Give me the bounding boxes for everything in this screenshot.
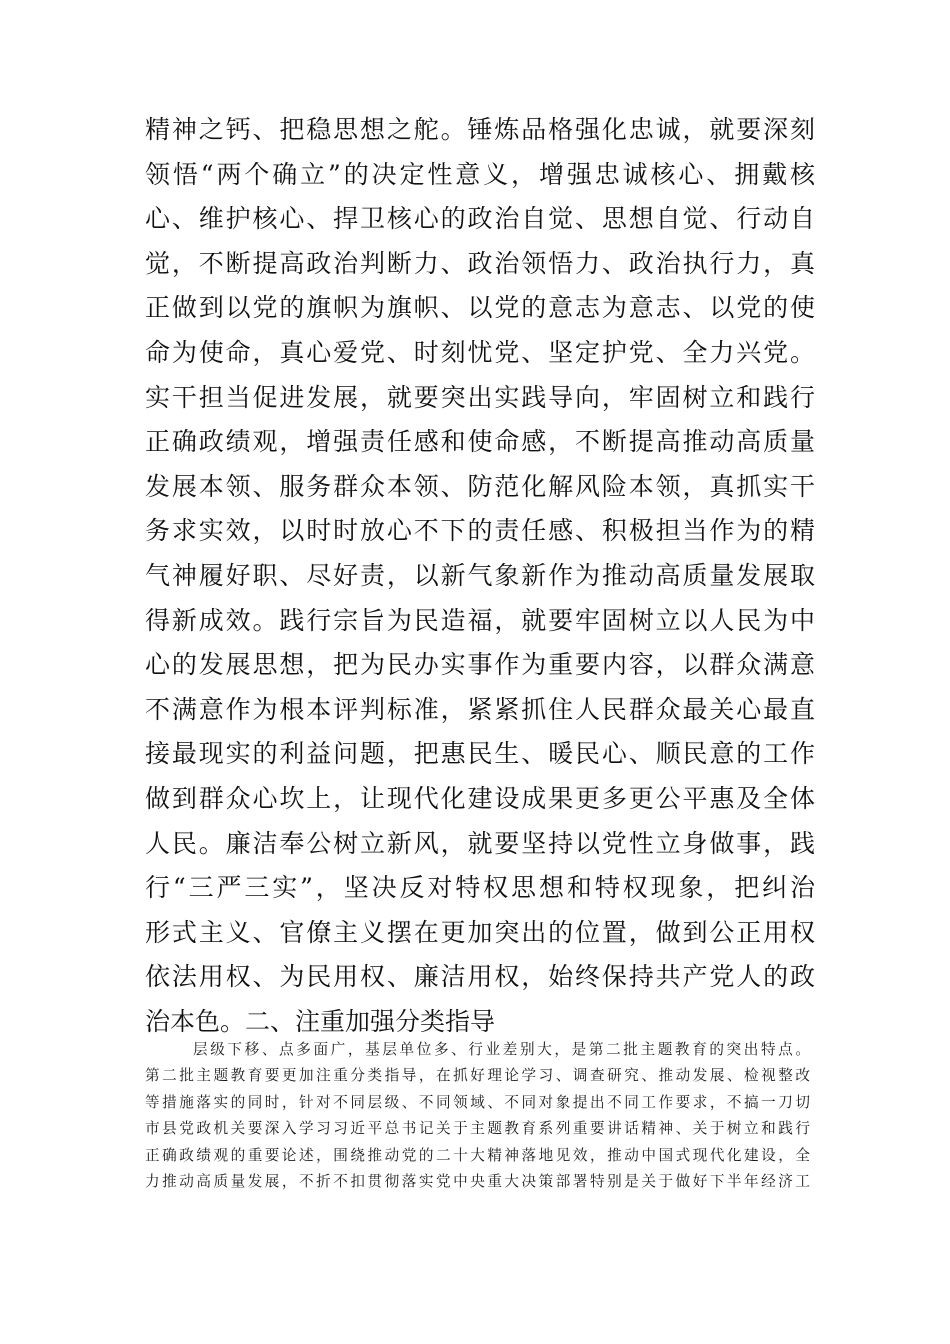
text-line: 市县党政机关要深入学习习近平总书记关于主题教育系列重要讲话精神、关于树立和践行 bbox=[145, 1120, 810, 1138]
text-line: 第二批主题教育要更加注重分类指导，在抓好理论学习、调查研究、推动发展、检视整改 bbox=[145, 1067, 810, 1085]
text-line: 正确政绩观的重要论述，围绕推动党的二十大精神落地见效，推动中国式现代化建设，全 bbox=[145, 1146, 810, 1164]
text-line: 正确政绩观，增强责任感和使命感，不断提高推动高质量 bbox=[145, 427, 815, 457]
text-line: 精神之钙、把稳思想之舵。锤炼品格强化忠诚，就要深刻 bbox=[145, 115, 815, 144]
text-line: 正做到以党的旗帜为旗帜、以党的意志为意志、以党的使 bbox=[145, 293, 815, 323]
text-line: 力推动高质量发展，不折不扣贯彻落实党中央重大决策部署特别是关于做好下半年经济工 bbox=[145, 1172, 810, 1190]
text-line: 心、维护核心、捍卫核心的政治自觉、思想自觉、行动自 bbox=[145, 204, 815, 234]
text-line: 人民。廉洁奉公树立新风，就要坚持以党性立身做事，践 bbox=[145, 828, 815, 858]
text-line: 做到群众心坎上，让现代化建设成果更多更公平惠及全体 bbox=[145, 783, 815, 813]
text-line: 等措施落实的同时，针对不同层级、不同领域、不同对象提出不同工作要求，不搞一刀切 bbox=[145, 1093, 810, 1111]
text-line: 命为使命，真心爱党、时刻忧党、坚定护党、全力兴党。 bbox=[145, 337, 815, 367]
main-paragraph bbox=[145, 108, 815, 1044]
text-line: 心的发展思想，把为民办实事作为重要内容，以群众满意 bbox=[145, 650, 815, 680]
text-line: 觉，不断提高政治判断力、政治领悟力、政治执行力，真 bbox=[145, 248, 815, 278]
text-line: 发展本领、服务群众本领、防范化解风险本领，真抓实干 bbox=[145, 471, 815, 501]
text-line: 行“三严三实”，坚决反对特权思想和特权现象，把纠治 bbox=[145, 873, 815, 903]
text-line: 接最现实的利益问题，把惠民生、暖民心、顺民意的工作 bbox=[145, 739, 815, 769]
text-line: 实干担当促进发展，就要突出实践导向，牢固树立和践行 bbox=[145, 382, 815, 412]
text-line: 层级下移、点多面广，基层单位多、行业差别大，是第二批主题教育的突出特点。 bbox=[193, 1041, 810, 1058]
text-line: 依法用权、为民用权、廉洁用权，始终保持共产党人的政 bbox=[145, 962, 815, 992]
text-line: 务求实效，以时时放心不下的责任感、积极担当作为的精 bbox=[145, 516, 815, 546]
text-line: 不满意作为根本评判标准，紧紧抓住人民群众最关心最直 bbox=[145, 694, 815, 724]
text-line: 领悟“两个确立”的决定性意义，增强忠诚核心、拥戴核 bbox=[145, 159, 815, 189]
secondary-paragraph bbox=[145, 1037, 810, 1195]
section-heading-line: 治本色。二、注重加强分类指导 bbox=[145, 1006, 496, 1036]
text-line: 气神履好职、尽好责，以新气象新作为推动高质量发展取 bbox=[145, 560, 815, 590]
text-line: 形式主义、官僚主义摆在更加突出的位置，做到公正用权 bbox=[145, 917, 815, 947]
text-line: 得新成效。践行宗旨为民造福，就要牢固树立以人民为中 bbox=[145, 605, 815, 635]
